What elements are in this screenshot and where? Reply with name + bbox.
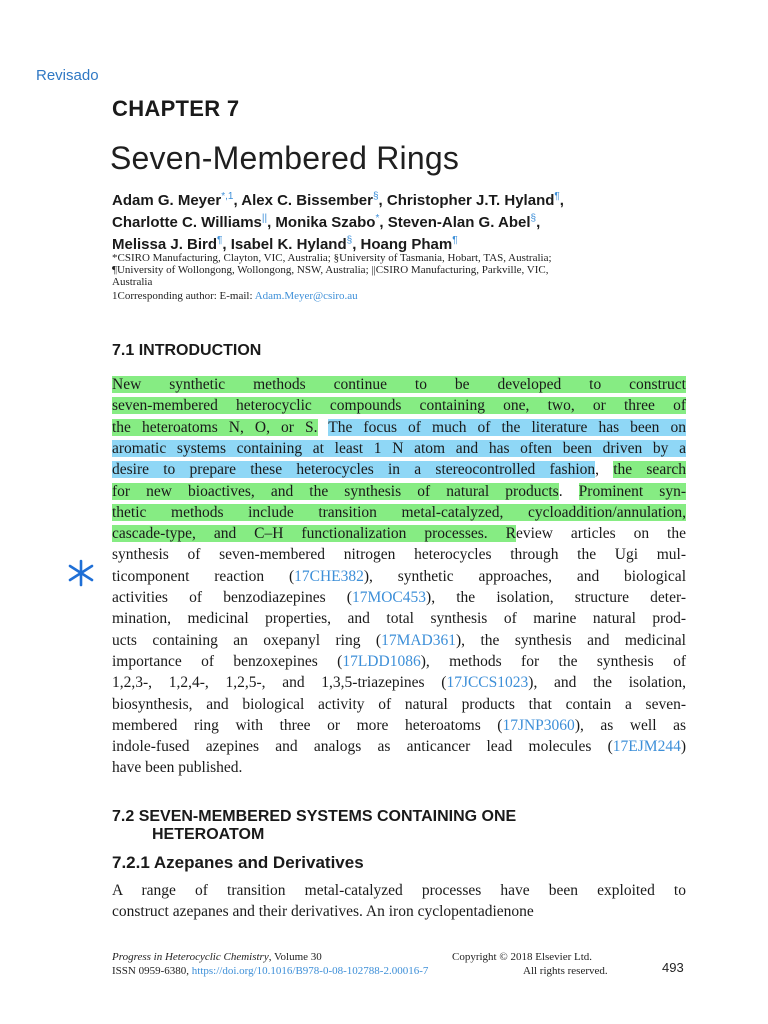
highlighted-text: seven-membered heterocyclic compounds containing one, two, or three of: [112, 397, 686, 415]
corresponding-author: [112, 290, 358, 302]
introduction-line: [112, 757, 686, 778]
text-run: indole-fused azepines and analogs as anticancer lead molecules (: [112, 738, 613, 756]
affiliation-line-3: Australia: [112, 276, 153, 288]
introduction-line: [112, 417, 686, 438]
author-affiliation-mark: ¶: [217, 235, 223, 246]
highlighted-text: desire to prepare these heterocycles in a stereocontrolled fashion: [112, 461, 596, 479]
author-name: Adam G. Meyer: [112, 192, 222, 209]
footer-issn-label: ISSN 0959-6380,: [112, 965, 192, 977]
introduction-line: [112, 694, 686, 715]
reference-link[interactable]: 17LDD1086: [342, 652, 421, 670]
author-name: ,: [536, 214, 541, 231]
introduction-line: [112, 374, 686, 395]
subsection-heading-azepanes: 7.2.1 Azepanes and Derivatives: [112, 853, 364, 872]
author-name: , Isabel K. Hyland: [222, 236, 347, 253]
text-run: ), as well as: [574, 716, 687, 734]
introduction-line: [112, 502, 686, 523]
introduction-line: [112, 395, 686, 416]
introduction-line: [112, 459, 686, 480]
text-run: ,: [595, 461, 614, 479]
highlighted-text: Prominent syn-: [578, 482, 687, 500]
introduction-line: [112, 587, 686, 608]
introduction-line: [112, 523, 686, 544]
highlighted-text: aromatic systems containing at least 1 N atom and has often been driven by a: [112, 439, 686, 457]
review-status-tag[interactable]: Revisado: [36, 67, 99, 84]
text-run: [318, 419, 329, 436]
introduction-line: [112, 566, 686, 587]
chapter-label: CHAPTER 7: [112, 96, 240, 121]
reference-link[interactable]: 17JNP3060: [502, 716, 575, 734]
section-heading-one-heteroatom-cont: HETEROATOM: [152, 826, 265, 843]
azepanes-line: [112, 901, 686, 922]
text-run: membered ring with three or more heteroatoms (: [112, 716, 503, 734]
page-number: 493: [662, 960, 684, 975]
text-run: ticomponent reaction (: [112, 567, 295, 585]
asterisk-annotation-icon[interactable]: [66, 558, 96, 588]
author-name: Charlotte C. Williams: [112, 214, 262, 231]
reference-link[interactable]: 17CHE382: [294, 567, 364, 585]
corresponding-email-link[interactable]: Adam.Meyer@csiro.au: [254, 290, 358, 302]
footer-journal: [112, 951, 322, 963]
text-run: ): [680, 738, 686, 756]
highlighted-text: New synthetic methods continue to be developed to construct: [112, 376, 686, 393]
text-run: ), methods for the synthesis of: [420, 652, 686, 670]
chapter-title: Seven-Membered Rings: [110, 140, 460, 176]
highlighted-text: for new bioactives, and the synthesis of natural products: [112, 482, 559, 500]
author-name: , Hoang Pham: [352, 236, 453, 253]
author-affiliation-mark: §: [530, 213, 537, 224]
text-run: biosynthesis, and biological activity of natural products that contain a seven-: [112, 695, 686, 713]
text-run: A range of transition metal-catalyzed processes have been exploited to: [112, 882, 686, 899]
text-run: ucts containing an oxepanyl ring (: [112, 631, 382, 649]
text-run: ), and the isolation,: [528, 674, 686, 692]
reference-link[interactable]: 17EJM244: [612, 738, 681, 756]
text-run: construct azepanes and their derivatives. An iron cyclopentadienone: [112, 903, 534, 921]
footer-rights: All rights reserved.: [523, 965, 608, 977]
author-name: , Steven-Alan G. Abel: [379, 214, 531, 231]
introduction-line: [112, 481, 686, 502]
text-run: 1,2,3-, 1,2,4-, 1,2,5-, and 1,3,5-triazepines (: [112, 674, 447, 692]
text-run: eview articles on the: [515, 525, 686, 543]
author-affiliation-mark: *,1: [221, 191, 234, 202]
reference-link[interactable]: 17MOC453: [351, 589, 427, 606]
author-name: , Alex C. Bissember: [233, 192, 373, 209]
highlighted-text: The focus of much of the literature has been on: [328, 418, 686, 436]
author-affiliation-mark: ¶: [554, 191, 560, 202]
introduction-line: [112, 715, 686, 736]
text-run: activities of benzodiazepines (: [112, 589, 352, 606]
author-affiliation-mark: *: [375, 213, 380, 224]
corresponding-author-label: 1Corresponding author: E-mail:: [112, 290, 255, 302]
introduction-line: [112, 651, 686, 672]
author-name: , Christopher J.T. Hyland: [378, 192, 555, 209]
author-name: ,: [559, 192, 564, 209]
footer-issn: [112, 965, 428, 977]
highlighted-text: the heteroatoms N, O, or S.: [112, 418, 318, 436]
azepanes-line: [112, 880, 686, 901]
author-affiliation-mark: §: [372, 191, 379, 202]
author-affiliation-mark: ||: [261, 213, 268, 224]
introduction-line: [112, 608, 686, 629]
highlighted-text: thetic methods include transition metal-catalyzed, cycloaddition/annulation,: [112, 503, 686, 521]
highlighted-text: the search: [613, 461, 686, 479]
footer-copyright: Copyright © 2018 Elsevier Ltd.: [452, 951, 593, 963]
text-run: ), the isolation, structure deter-: [426, 589, 686, 606]
footer-journal-title: Progress in Heterocyclic Chemistry: [112, 951, 269, 963]
introduction-line: [112, 438, 686, 459]
introduction-line: [112, 630, 686, 651]
author-name: Melissa J. Bird: [112, 236, 218, 253]
footer-doi-link[interactable]: https://doi.org/10.1016/B978-0-08-102788-2.00016-7: [191, 965, 429, 977]
text-run: importance of benzoxepines (: [112, 652, 343, 670]
footer-volume: , Volume 30: [268, 951, 322, 963]
reference-link[interactable]: 17MAD361: [381, 631, 456, 649]
author-name: , Monika Szabo: [267, 214, 376, 231]
affiliation-line-1: *CSIRO Manufacturing, Clayton, VIC, Australia; §University of Tasmania, Hobart, TAS, Australia;: [112, 252, 552, 264]
author-affiliation-mark: §: [346, 235, 353, 246]
introduction-line: [112, 544, 686, 565]
text-run: ), the synthesis and medicinal: [456, 631, 686, 649]
section-heading-introduction: 7.1 INTRODUCTION: [112, 342, 262, 359]
text-run: synthesis of seven-membered nitrogen heterocycles through the Ugi mul-: [112, 546, 686, 564]
text-run: ), synthetic approaches, and biological: [363, 567, 686, 585]
introduction-line: [112, 672, 686, 693]
text-run: mination, medicinal properties, and total synthesis of marine natural prod-: [112, 610, 686, 628]
affiliation-line-2: ¶University of Wollongong, Wollongong, NSW, Australia; ||CSIRO Manufacturing, Parkville, VIC,: [112, 264, 549, 276]
author-affiliation-mark: ¶: [452, 235, 458, 246]
reference-link[interactable]: 17JCCS1023: [446, 674, 529, 692]
introduction-line: [112, 736, 686, 757]
text-run: have been published.: [112, 759, 243, 777]
section-heading-one-heteroatom: 7.2 SEVEN-MEMBERED SYSTEMS CONTAINING ONE: [112, 808, 517, 825]
text-run: .: [558, 482, 579, 500]
highlighted-text: cascade-type, and C–H functionalization processes. R: [112, 525, 516, 543]
